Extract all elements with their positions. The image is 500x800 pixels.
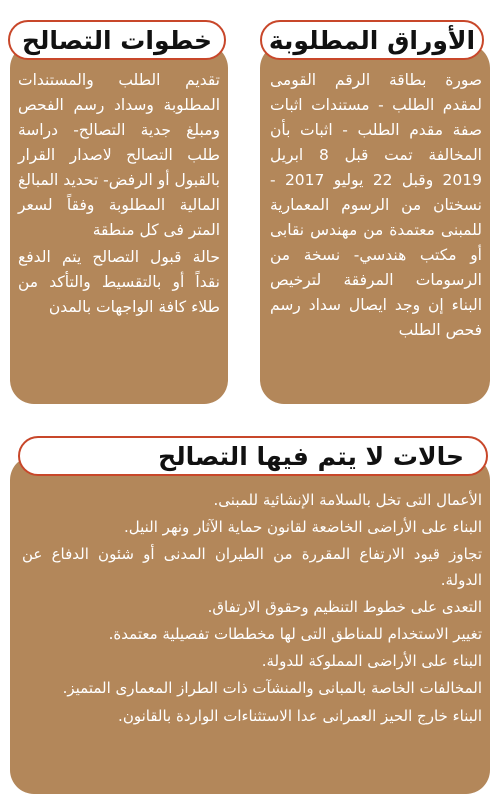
steps-paragraph: حالة قبول التصالح يتم الدفع نقداً أو بالتقسيط والتأكد من طلاء كافة الواجهات بالمدن bbox=[18, 248, 220, 316]
documents-paragraph: صورة بطاقة الرقم القومى لمقدم الطلب - مستندات اثبات صفة مقدم الطلب - اثبات بأن المخالفة تمت قبل 8 ابريل 2019 وقبل 22 يوليو 2017 - نسختان من الرسوم المعمارية للمبنى معتمدة من مهندس نقابى أو مكتب هندسي- نسخة من الرسومات المرفقة لترخيص البناء إن وجد ايصال سداد رسم فحص الطلب bbox=[270, 71, 482, 339]
documents-title: الأوراق المطلوبة bbox=[260, 20, 484, 60]
exclusion-item: البناء على الأراضى الخاضعة لقانون حماية الآثار ونهر النيل. bbox=[124, 518, 482, 537]
exclusion-item: البناء خارج الحيز العمرانى عدا الاستثناءات الواردة بالقانون. bbox=[118, 706, 482, 725]
exclusion-item: تجاوز قيود الارتفاع المقررة من الطيران المدنى أو شئون الدفاع عن الدولة. bbox=[22, 545, 482, 589]
exclusion-item: الأعمال التى تخل بالسلامة الإنشائية للمبنى. bbox=[213, 491, 482, 509]
documents-text bbox=[270, 68, 482, 345]
exclusion-item: المخالفات الخاصة بالمبانى والمنشآت ذات الطراز المعمارى المتميز. bbox=[62, 679, 482, 698]
exclusion-item: التعدى على خطوط التنظيم وحقوق الارتفاق. bbox=[207, 597, 482, 616]
steps-title: خطوات التصالح bbox=[8, 20, 226, 60]
steps-text bbox=[18, 68, 220, 322]
exclusions-text bbox=[22, 488, 482, 731]
exclusion-item: البناء على الأراضى المملوكة للدولة. bbox=[261, 652, 482, 671]
exclusions-title: حالات لا يتم فيها التصالح bbox=[18, 436, 488, 476]
steps-paragraph: تقديم الطلب والمستندات المطلوبة وسداد رسم الفحص ومبلغ جدية التصالح- دراسة طلب التصالح لاصدار القرار بالقبول أو الرفض- تحديد المبالغ المالية المطلوبة وفقاً لسعر المتر فى كل منطقة bbox=[18, 71, 220, 239]
exclusion-item: تغيير الاستخدام للمناطق التى لها مخططات تفصيلية معتمدة. bbox=[108, 625, 482, 644]
